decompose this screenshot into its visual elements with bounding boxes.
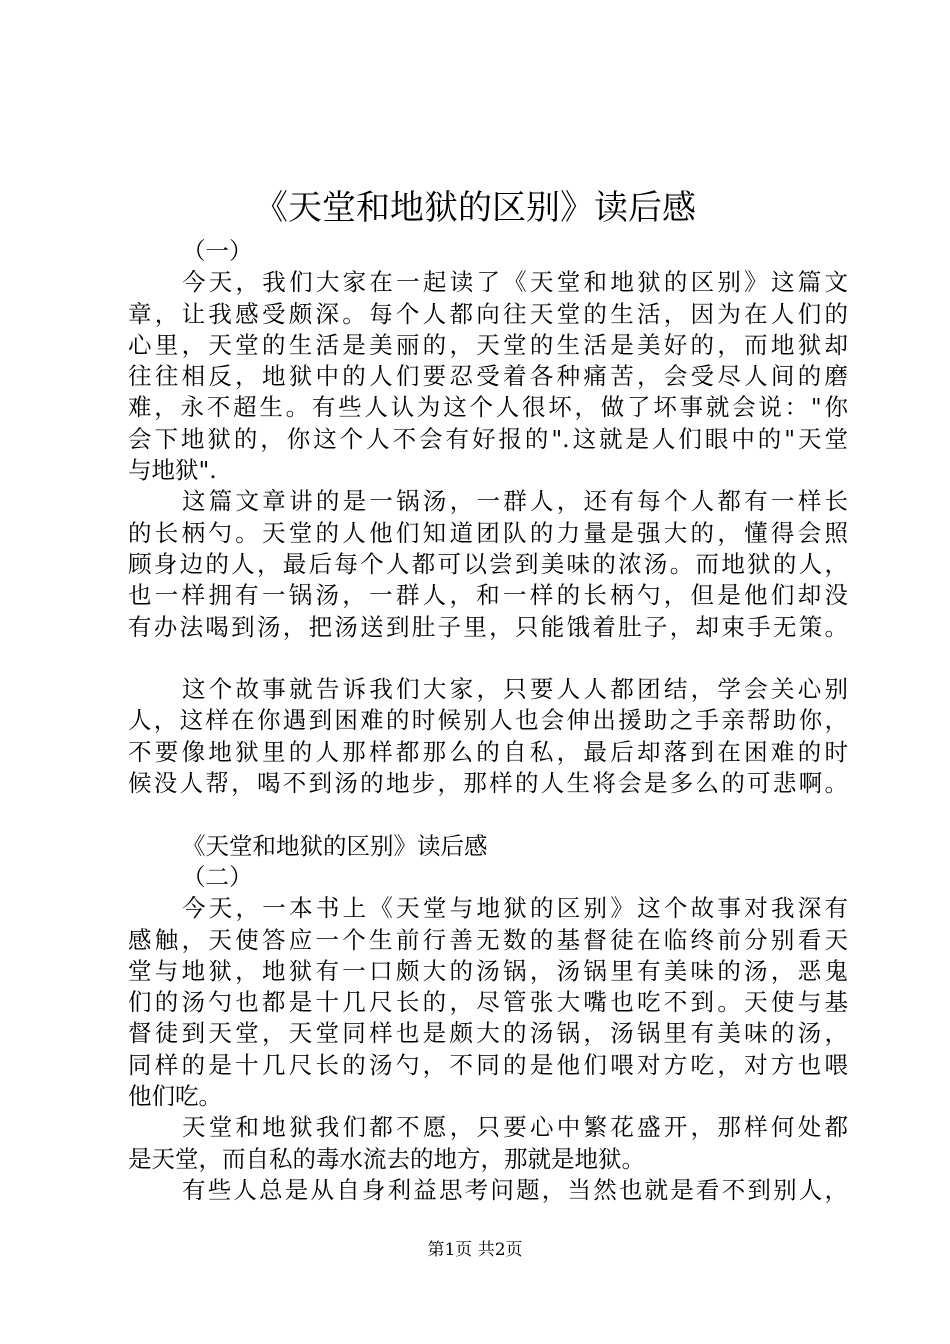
paragraph-line: 他们吃。	[128, 1082, 222, 1111]
document-body	[128, 236, 848, 1206]
paragraph-line: 也一样拥有一锅汤，一群人，和一样的长柄勺，但是他们却没	[128, 581, 848, 610]
paragraph-line: 天堂和地狱我们都不愿，只要心中繁花盛开，那样何处都	[182, 1113, 848, 1142]
paragraph-line: 会下地狱的，你这个人不会有好报的".这就是人们眼中的"天堂	[128, 424, 848, 453]
paragraph-line: 的长柄勺。天堂的人他们知道团队的力量是强大的，懂得会照	[128, 518, 848, 547]
paragraph-line: 不要像地狱里的人那样都那么的自私，最后却落到在困难的时	[128, 737, 848, 766]
paragraph-line: 有些人总是从自身利益思考问题，当然也就是看不到别人，	[182, 1175, 848, 1204]
paragraph-line: 候没人帮，喝不到汤的地步，那样的人生将会是多么的可悲啊。	[128, 769, 848, 798]
paragraph-line: 堂与地狱，地狱有一口颇大的汤锅，汤锅里有美味的汤，恶鬼	[128, 956, 848, 985]
paragraph-line: 这个故事就告诉我们大家，只要人人都团结，学会关心别	[182, 675, 848, 704]
paragraph-line: 是天堂，而自私的毒水流去的地方，那就是地狱。	[128, 1144, 645, 1173]
paragraph-gap	[128, 643, 848, 674]
paragraph-line: 顾身边的人，最后每个人都可以尝到美味的浓汤。而地狱的人，	[128, 549, 848, 578]
section-label-two: （二）	[182, 862, 253, 891]
paragraph-line: 往往相反，地狱中的人们要忍受着各种痛苦，会受尽人间的磨	[128, 362, 848, 391]
paragraph-line: 有办法喝到汤，把汤送到肚子里，只能饿着肚子，却束手无策。	[128, 612, 848, 641]
section-subtitle-two: 《天堂和地狱的区别》读后感	[182, 831, 488, 860]
section-label-one: （一）	[182, 237, 253, 265]
paragraph-line: 今天，我们大家在一起读了《天堂和地狱的区别》这篇文	[182, 268, 848, 297]
paragraph-line: 难，永不超生。有些人认为这个人很坏，做了坏事就会说："你	[128, 393, 848, 422]
paragraph-line: 督徒到天堂，天堂同样也是颇大的汤锅，汤锅里有美味的汤，	[128, 1019, 848, 1048]
paragraph-line: 与地狱".	[128, 456, 217, 485]
paragraph-line: 们的汤勺也都是十几尺长的，尽管张大嘴也吃不到。天使与基	[128, 988, 848, 1017]
paragraph-line: 同样的是十几尺长的汤勺，不同的是他们喂对方吃，对方也喂	[128, 1050, 848, 1079]
paragraph-line: 今天，一本书上《天堂与地狱的区别》这个故事对我深有	[182, 894, 848, 923]
paragraph-line: 这篇文章讲的是一锅汤，一群人，还有每个人都有一样长	[182, 487, 848, 516]
paragraph-line: 章，让我感受颇深。每个人都向往天堂的生活，因为在人们的	[128, 299, 848, 328]
paragraph-gap	[128, 799, 848, 830]
page-footer: 第1页 共2页	[427, 1240, 523, 1260]
document-title: 《天堂和地狱的区别》读后感	[254, 188, 696, 228]
paragraph-line: 感触，天使答应一个生前行善无数的基督徒在临终前分别看天	[128, 925, 848, 954]
paragraph-line: 人，这样在你遇到困难的时候别人也会伸出援助之手亲帮助你，	[128, 706, 848, 735]
paragraph-line: 心里，天堂的生活是美丽的，天堂的生活是美好的，而地狱却	[128, 330, 848, 359]
